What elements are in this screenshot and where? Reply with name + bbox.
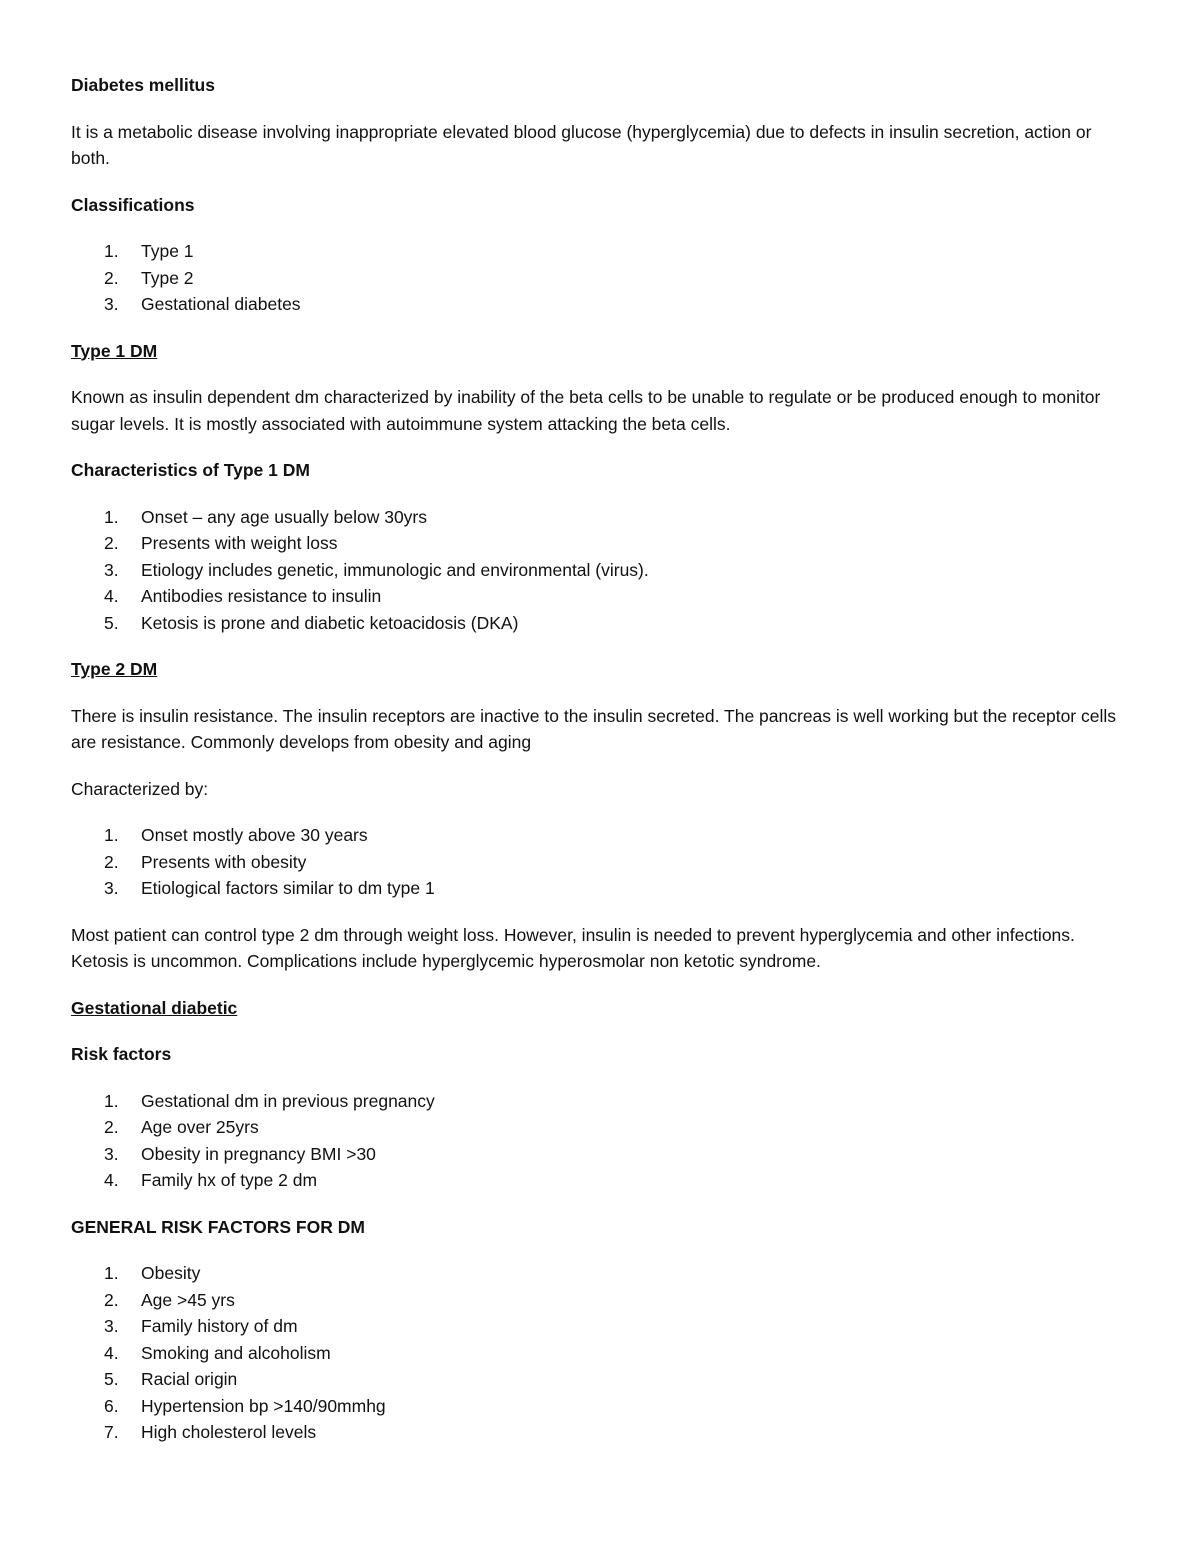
list-item: 1. Type 1 <box>104 241 194 261</box>
list-item: 3. Etiology includes genetic, immunologic and environmental (virus). <box>104 559 649 580</box>
list-item: 4. Family hx of type 2 dm <box>104 1170 318 1190</box>
document-title: Diabetes mellitus <box>71 75 215 95</box>
list-item: 7. High cholesterol levels <box>104 1422 317 1442</box>
list-item: 4. Smoking and alcoholism <box>104 1342 331 1363</box>
list-item: 3. Etiological factors similar to dm type 1 <box>104 878 435 898</box>
type2-heading: Type 2 DM <box>71 659 158 679</box>
classifications-heading: Classifications <box>71 194 195 215</box>
list-item: 3. Gestational diabetes <box>104 294 301 314</box>
list-item: 1. Obesity <box>104 1263 201 1283</box>
classifications-list <box>71 238 1129 318</box>
type2-characteristics-heading: Characterized by: <box>71 778 209 799</box>
type2-paragraph: There is insulin resistance. The insulin receptors are inactive to the insulin secreted. The pancreas is well working but the receptor cells are resistance. Commonly develops from obesity and aging <box>71 705 1117 752</box>
list-item: 3. Family history of dm <box>104 1316 298 1336</box>
list-item: 2. Presents with weight loss <box>104 533 338 553</box>
list-item: 5. Ketosis is prone and diabetic ketoacidosis (DKA) <box>104 612 519 633</box>
general-risk-heading: GENERAL RISK FACTORS FOR DM <box>71 1216 365 1237</box>
document-page <box>71 72 1129 1466</box>
type1-characteristics-list <box>71 504 1129 637</box>
type1-heading: Type 1 DM <box>71 340 158 361</box>
list-item: 1. Gestational dm in previous pregnancy <box>104 1090 435 1111</box>
list-item: 2. Presents with obesity <box>104 851 307 872</box>
type2-characteristics-list <box>71 822 1129 902</box>
list-item: 2. Type 2 <box>104 267 194 288</box>
list-item: 1. Onset mostly above 30 years <box>104 825 368 845</box>
list-item: 6. Hypertension bp >140/90mmhg <box>104 1395 386 1416</box>
list-item: 1. Onset – any age usually below 30yrs <box>104 506 427 527</box>
list-item: 5. Racial origin <box>104 1369 238 1389</box>
gestational-risk-heading: Risk factors <box>71 1044 172 1064</box>
list-item: 2. Age over 25yrs <box>104 1117 259 1137</box>
type2-management-paragraph: Most patient can control type 2 dm through weight loss. However, insulin is needed to prevent hyperglycemia and other infections. Ketosis is uncommon. Complications include hyperglycemic hyperosmolar non ketotic syndrome. <box>71 924 1075 971</box>
gestational-heading: Gestational diabetic <box>71 997 238 1018</box>
type1-paragraph: Known as insulin dependent dm characterized by inability of the beta cells to be unable to regulate or be produced enough to monitor sugar levels. It is mostly associated with autoimmune system attacking the beta cells. <box>71 387 1101 434</box>
list-item: 4. Antibodies resistance to insulin <box>104 586 382 606</box>
type1-characteristics-heading: Characteristics of Type 1 DM <box>71 460 310 480</box>
general-risk-list <box>71 1260 1129 1446</box>
gestational-risk-list <box>71 1088 1129 1194</box>
list-item: 2. Age >45 yrs <box>104 1289 235 1310</box>
intro-paragraph: It is a metabolic disease involving inappropriate elevated blood glucose (hyperglycemia) due to defects in insulin secretion, action or both. <box>71 121 1092 168</box>
list-item: 3. Obesity in pregnancy BMI >30 <box>104 1143 376 1164</box>
